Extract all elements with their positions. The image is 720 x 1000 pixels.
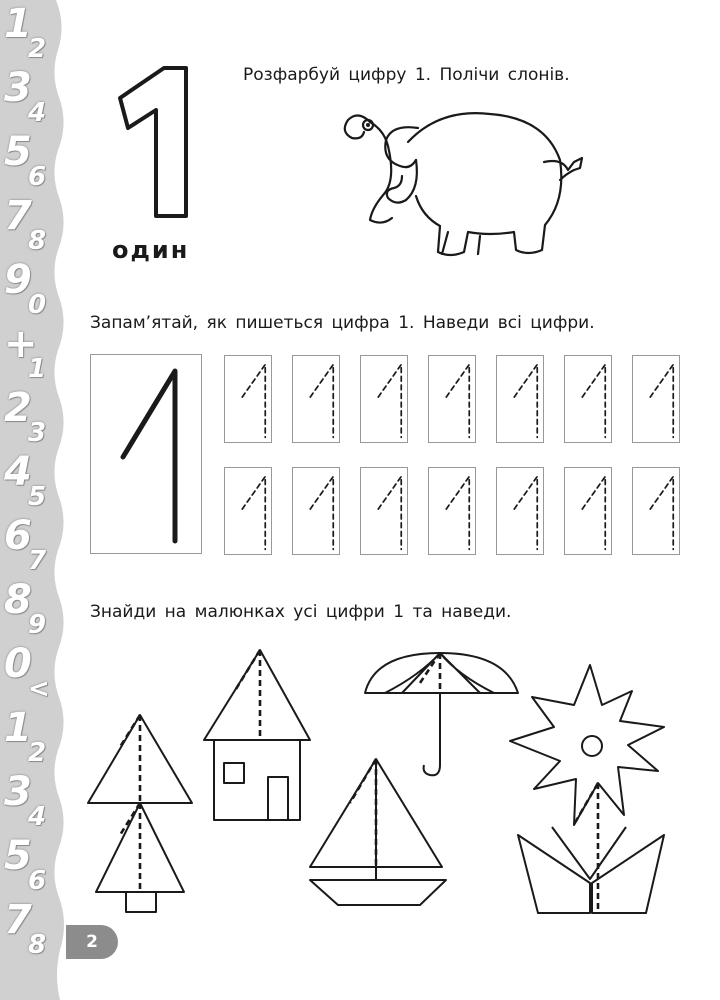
- strip-glyph: 2: [4, 385, 32, 431]
- fir-tree-picture: [88, 715, 192, 912]
- house-picture: [204, 650, 310, 820]
- dotted-digit-one: [497, 356, 543, 442]
- trace-cell[interactable]: [496, 467, 544, 555]
- trace-cell[interactable]: [496, 355, 544, 443]
- digit-word: один: [112, 236, 190, 264]
- dotted-digit-one: [293, 356, 339, 442]
- strip-glyph: 3: [28, 418, 47, 448]
- strip-glyph: 7: [28, 546, 47, 576]
- instruction-find: Знайди на малюнках усі цифри 1 та наведи.: [90, 602, 512, 622]
- trace-cell[interactable]: [360, 355, 408, 443]
- dotted-digit-one: [293, 468, 339, 554]
- strip-glyph: 4: [4, 449, 32, 495]
- trace-cell[interactable]: [428, 467, 476, 555]
- trace-cell[interactable]: [632, 355, 680, 443]
- strip-glyph: 0: [28, 290, 47, 320]
- strip-glyph: 5: [28, 482, 47, 512]
- strip-glyph: 4: [28, 98, 47, 128]
- dotted-digit-one: [361, 468, 407, 554]
- dotted-digit-one: [225, 468, 271, 554]
- trace-cell[interactable]: [224, 355, 272, 443]
- dotted-digit-one: [429, 356, 475, 442]
- strip-glyph: 2: [28, 34, 47, 64]
- strip-glyph: 1: [28, 354, 47, 384]
- dotted-digit-one: [565, 356, 611, 442]
- elephant-picture: [330, 100, 590, 270]
- model-digit-box: [90, 354, 202, 554]
- strip-glyph: 6: [28, 866, 47, 896]
- sun-flower-picture: [510, 665, 664, 913]
- dotted-digit-one: [497, 468, 543, 554]
- pictures-area: [80, 645, 680, 925]
- side-number-strip: [0, 0, 70, 1000]
- strip-glyph: 5: [4, 833, 32, 879]
- page-number: 2: [66, 925, 118, 959]
- strip-glyph: 8: [28, 226, 47, 256]
- strip-glyph: 2: [28, 738, 47, 768]
- dotted-digit-one: [565, 468, 611, 554]
- umbrella-picture: [365, 653, 518, 775]
- strip-glyph: 0: [4, 641, 32, 687]
- instruction-remember-trace: Запам’ятай, як пишеться цифра 1. Наведи всі цифри.: [90, 313, 595, 333]
- trace-cell[interactable]: [224, 467, 272, 555]
- strip-glyph: <: [28, 674, 50, 704]
- strip-glyph: 3: [4, 769, 32, 815]
- trace-cell[interactable]: [292, 355, 340, 443]
- big-digit-one-outline: [110, 62, 200, 224]
- sailboat-picture: [310, 759, 446, 905]
- strip-glyph: 4: [28, 802, 47, 832]
- trace-cell[interactable]: [564, 355, 612, 443]
- strip-glyph: 3: [4, 65, 32, 111]
- strip-glyph: 1: [4, 705, 32, 751]
- dotted-digit-one: [633, 356, 679, 442]
- strip-glyph: 7: [4, 193, 32, 239]
- instruction-color-count: Розфарбуй цифру 1. Полічи слонів.: [243, 65, 570, 85]
- dotted-digit-one: [225, 356, 271, 442]
- dotted-digit-one: [633, 468, 679, 554]
- strip-glyph: 9: [28, 610, 47, 640]
- trace-cell[interactable]: [360, 467, 408, 555]
- model-digit-one: [91, 355, 203, 555]
- trace-cell[interactable]: [292, 467, 340, 555]
- strip-glyph: 8: [28, 930, 47, 960]
- strip-glyph: 8: [4, 577, 32, 623]
- strip-glyph: 6: [4, 513, 32, 559]
- strip-glyph: 1: [4, 1, 32, 47]
- trace-cell[interactable]: [564, 467, 612, 555]
- trace-cell[interactable]: [632, 467, 680, 555]
- strip-glyph: +: [4, 321, 38, 367]
- strip-glyph: 9: [4, 257, 32, 303]
- dotted-digit-one: [429, 468, 475, 554]
- trace-cell[interactable]: [428, 355, 476, 443]
- strip-glyph: 7: [4, 897, 32, 943]
- dotted-digit-one: [361, 356, 407, 442]
- strip-glyph: 5: [4, 129, 32, 175]
- strip-glyph: 6: [28, 162, 47, 192]
